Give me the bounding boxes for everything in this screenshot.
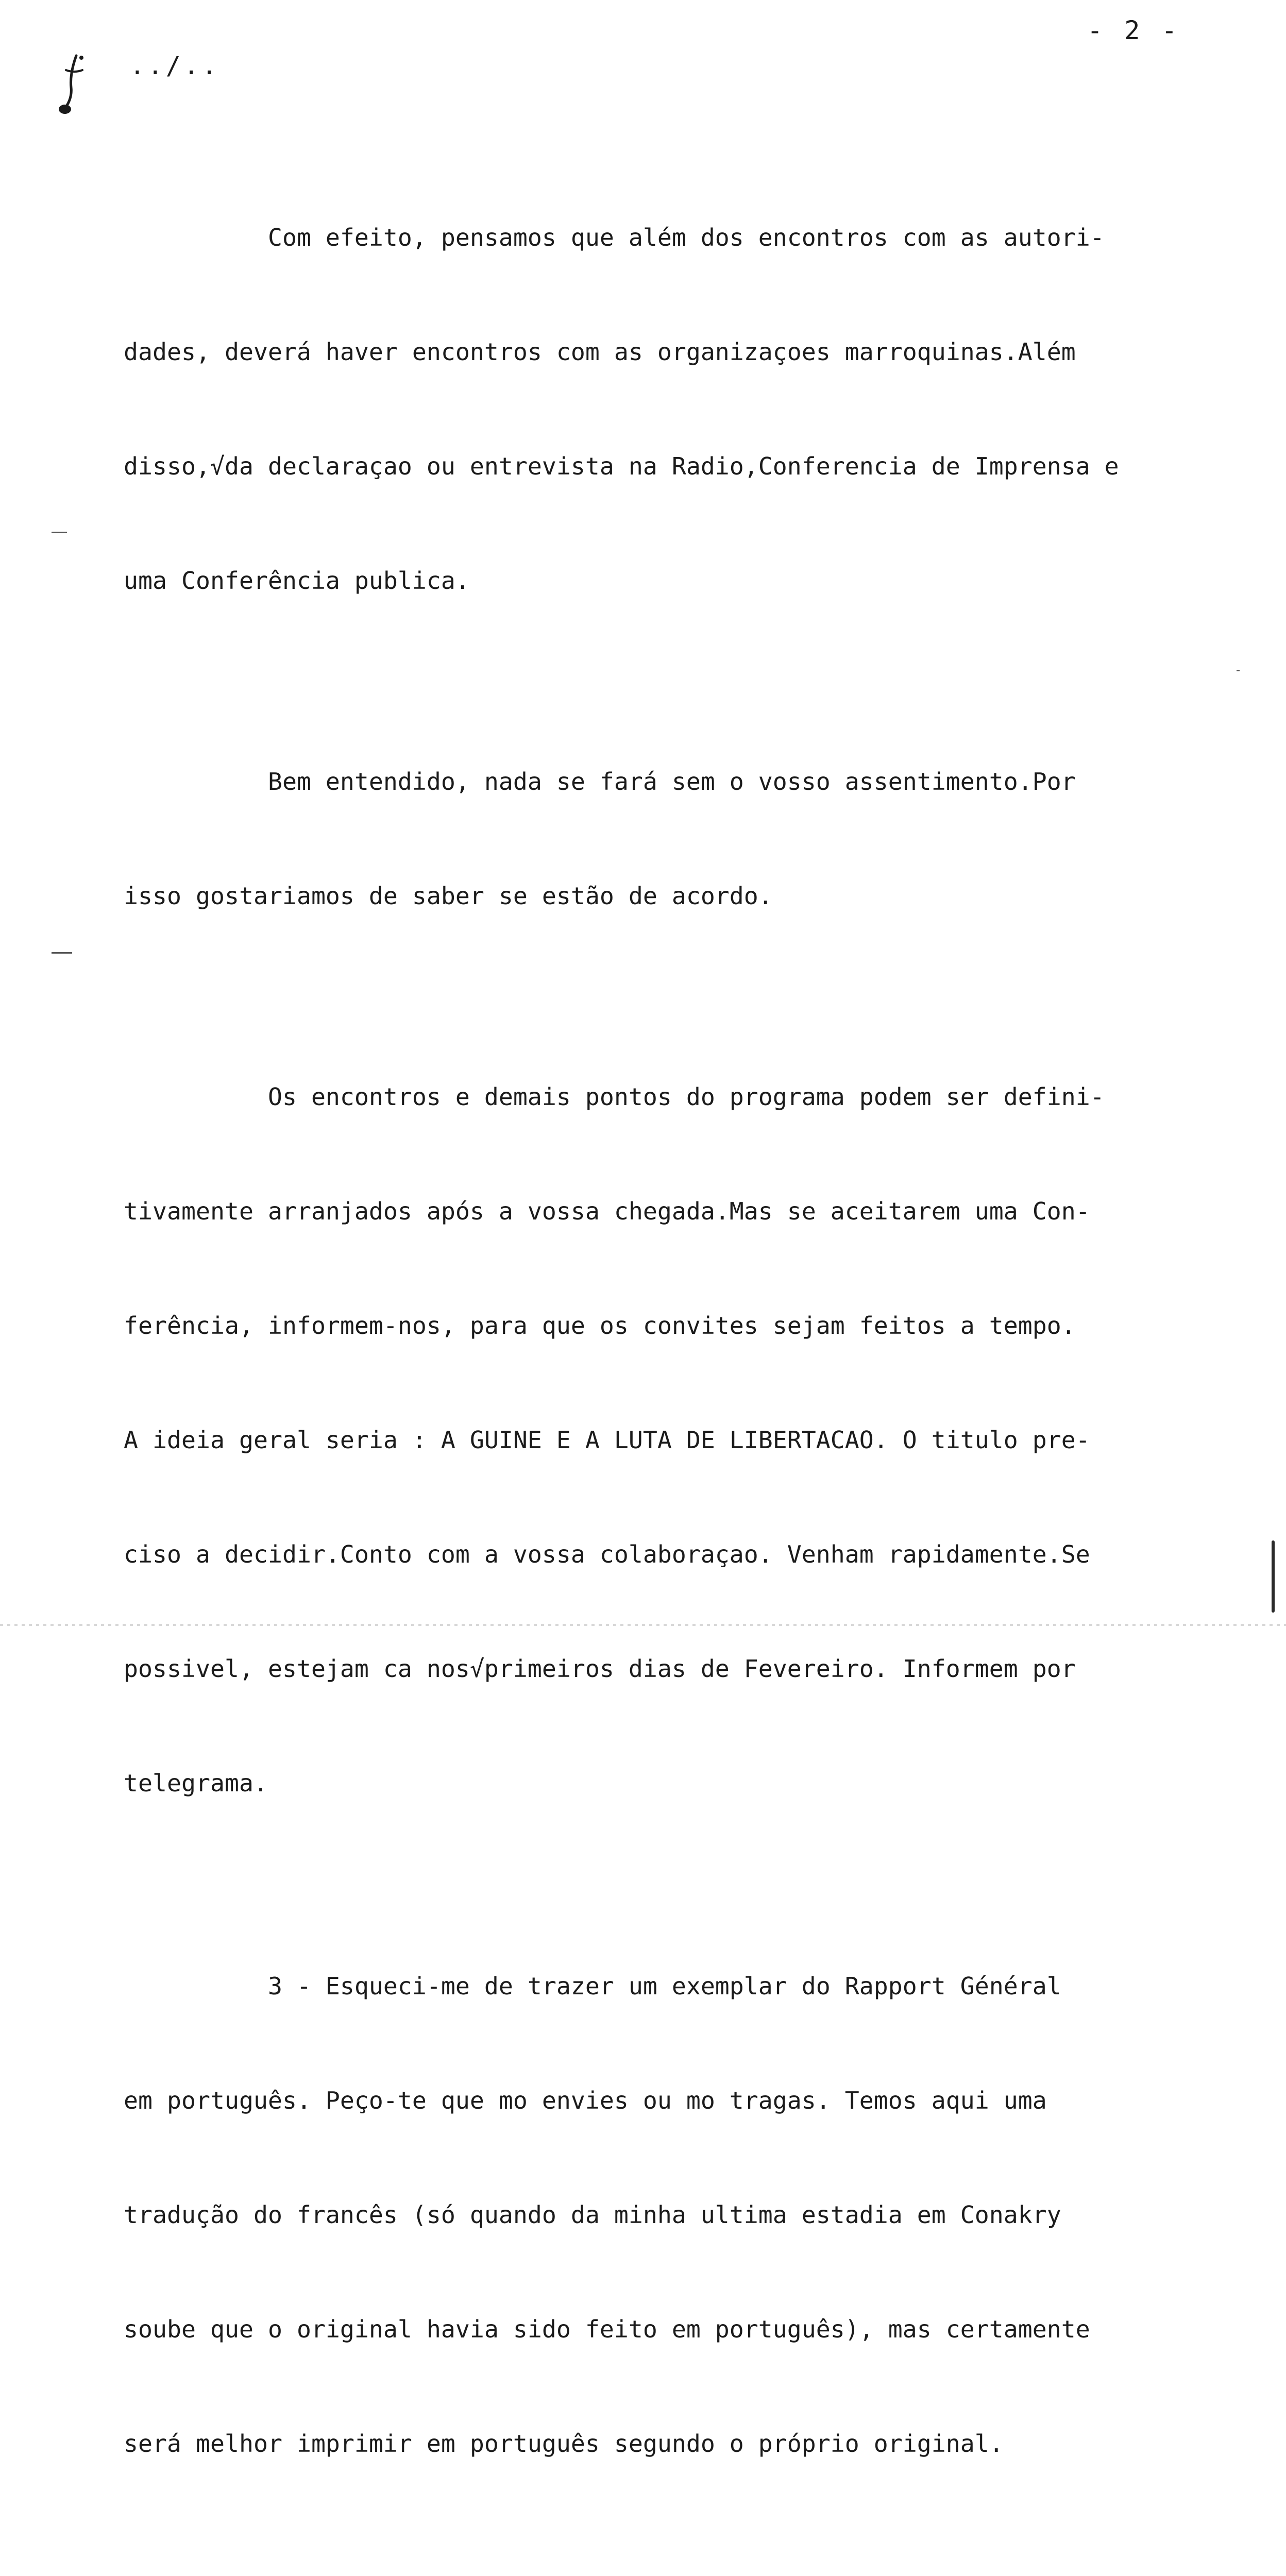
text-line: Bem entendido, nada se fará sem o vosso assentimento.Por: [124, 768, 1076, 795]
paragraph-gap: [124, 1878, 1221, 1891]
margin-dash: [1237, 670, 1240, 671]
text-line: disso,√da declaraçao ou entrevista na Radio,Conferencia de Imprensa e: [124, 452, 1119, 480]
text-line: 3 - Esqueci-me de trazer um exemplar do Rapport Général: [124, 1972, 1061, 2000]
letter-body: [124, 142, 1221, 2576]
text-line: isso gostariamos de saber se estão de acordo.: [124, 882, 773, 910]
handwritten-margin-mark: [57, 52, 88, 118]
margin-dash: [52, 952, 72, 954]
text-line: dades, deverá haver encontros com as organizaçoes marroquinas.Além: [124, 338, 1076, 366]
text-line: ciso a decidir.Conto com a vossa colaboraçao. Venham rapidamente.Se: [124, 1540, 1090, 1568]
text-line: Os encontros e demais pontos do programa podem ser defini-: [124, 1083, 1105, 1111]
text-line: uma Conferência publica.: [124, 567, 470, 595]
paragraph-gap: [124, 676, 1221, 686]
page-number: - 2 -: [1087, 15, 1180, 45]
text-line: ferência, informem-nos, para que os convites sejam feitos a tempo.: [124, 1312, 1076, 1340]
continuation-marker: ../..: [130, 52, 220, 80]
text-line: telegrama.: [124, 1769, 268, 1797]
paragraph-gap: [124, 2539, 1221, 2551]
scan-bottom-edge: [0, 1624, 1286, 1626]
text-line: possivel, estejam ca nos√primeiros dias de Fevereiro. Informem por: [124, 1655, 1076, 1683]
scan-edge-mark: [1272, 1540, 1275, 1613]
text-line: tradução do francês (só quando da minha ultima estadia em Conakry: [124, 2201, 1061, 2229]
text-line: em português. Peço-te que mo envies ou mo tragas. Temos aqui uma: [124, 2087, 1047, 2114]
text-line: Com efeito, pensamos que além dos encontros com as autori-: [124, 224, 1105, 251]
text-line: será melhor imprimir em português segundo o próprio original.: [124, 2430, 1004, 2458]
margin-dash: [52, 532, 67, 533]
text-line: tivamente arranjados após a vossa chegada.Mas se aceitarem uma Con-: [124, 1197, 1090, 1225]
paragraph-gap: [124, 991, 1221, 1002]
text-line: soube que o original havia sido feito em português), mas certamente: [124, 2315, 1090, 2343]
text-line: A ideia geral seria : A GUINE E A LUTA DE LIBERTACAO. O titulo pre-: [124, 1426, 1090, 1454]
